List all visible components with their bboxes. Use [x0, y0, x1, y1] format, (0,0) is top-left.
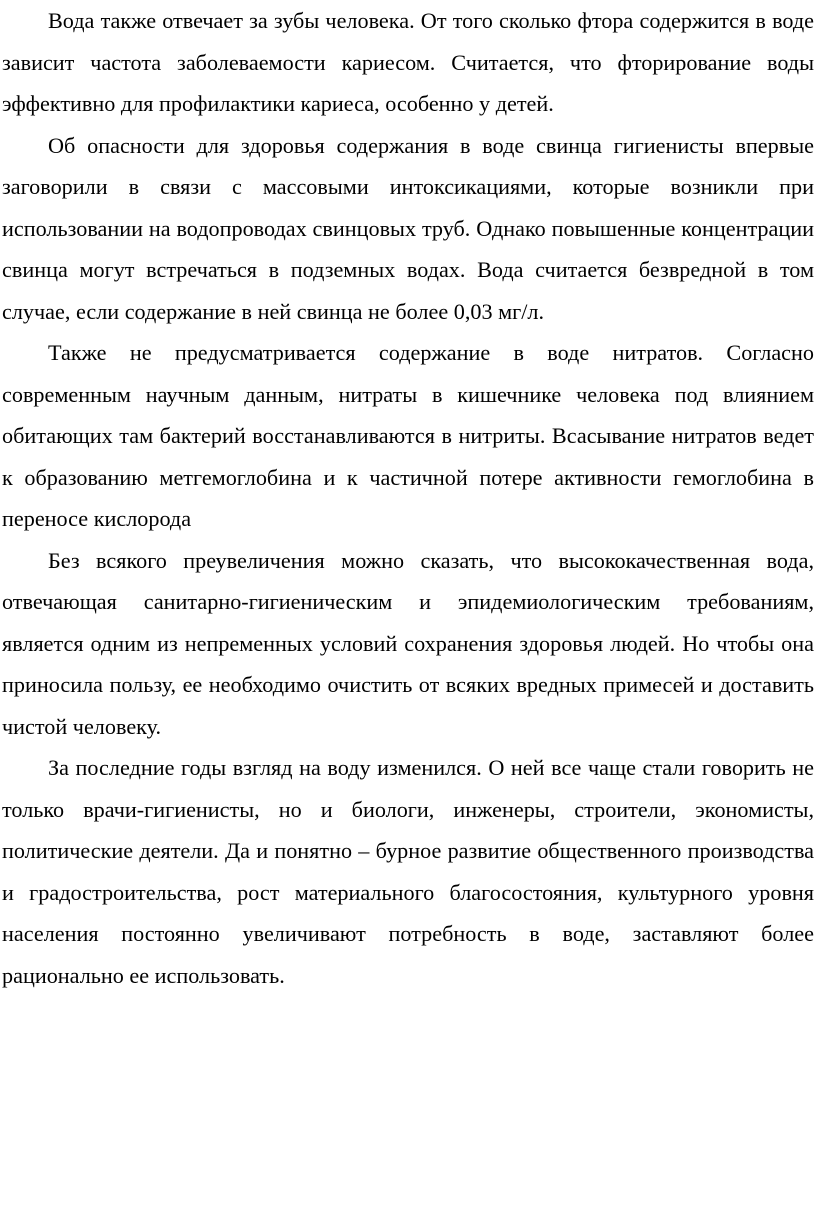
document-page [2, 0, 814, 996]
paragraph-water-quality: Без всякого преувеличения можно сказать, что высококачественная вода, отвечающая санитарно-гигиеническим и эпидемиологическим требованиям, является одним из непременных условий сохранения здоровья людей. Но чтобы она приносила пользу, ее необходимо очистить от всяких вредных примесей и доставить чистой человеку. [2, 547, 814, 739]
paragraph-nitrates: Также не предусматривается содержание в воде нитратов. Согласно современным научным данным, нитраты в кишечнике человека под влиянием обитающих там бактерий восстанавливаются в нитриты. Всасывание нитратов ведет к образованию метгемоглобина и к частичной потере активности гемоглобина в переносе кислорода [2, 340, 814, 531]
paragraph-fluoride: Вода также отвечает за зубы человека. От того сколько фтора содержится в воде зависит частота заболеваемости кариесом. Считается, что фторирование воды эффективно для профилактики кариеса, особенно у детей. [2, 8, 814, 116]
paragraph-lead: Об опасности для здоровья содержания в воде свинца гигиенисты впервые заговорили в связи с массовыми интоксикациями, которые возникли при использовании на водопроводах свинцовых труб. Однако повышенные концентрации свинца могут встречаться в подземных водах. Вода считается безвредной в том случае, если содержание в ней свинца не более 0,03 мг/л. [2, 132, 814, 324]
paragraph-water-views: За последние годы взгляд на воду изменился. О ней все чаще стали говорить не только врачи-гигиенисты, но и биологи, инженеры, строители, экономисты, политические деятели. Да и понятно – бурное развитие общественного производства и градостроительства, рост материального благосостояния, культурного уровня населения постоянно увеличивают потребность в воде, заставляют более рационально ее использовать. [2, 755, 814, 988]
